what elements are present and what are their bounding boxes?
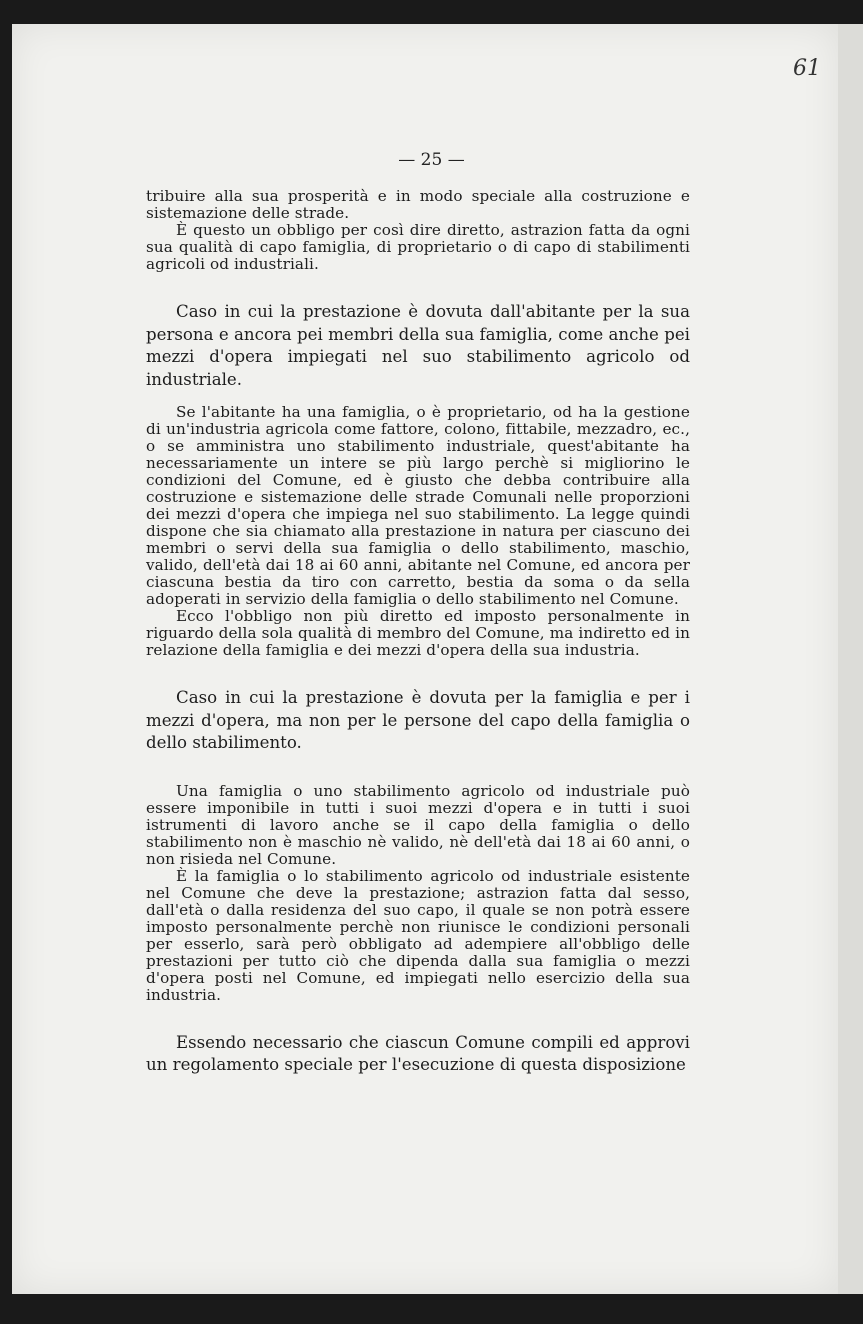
- paragraph-family-taxable: Una famiglia o uno stabilimento agricolo od industriale può essere imponibile in tutti i suoi mezzi d'opera e in tutti i suoi istrumenti di lavoro anche se il capo della famiglia o dello stabilimento non è maschio nè valido, nè dell'età dai 18 ai 60 anni, o non risieda nel Comune.: [146, 781, 690, 868]
- section-heading-case-1: Caso in cui la prestazione è dovuta dall'abitante per la sua persona e ancora pei membri della sua famiglia, come anche pei mezzi d'opera impiegati nel suo stabilimento agricolo od industriale.: [146, 302, 690, 389]
- paragraph-indirect-obligation: Ecco l'obbligo non più diretto ed imposto personalmente in riguardo della sola qualità di membro del Comune, ma indiretto ed in relazione della famiglia e dei mezzi d'opera della sua industria.: [146, 607, 690, 659]
- paragraph-establishment: È la famiglia o lo stabilimento agricolo od industriale esistente nel Comune che deve la prestazione; astrazion fatta dal sesso, dall'età o dalla residenza del suo capo, il quale se non potrà essere imposto personalmente perchè non riunisce le condizioni personali per esserlo, sarà però obbligato ad adempiere all'obbligo delle prestazioni per tutto ciò che dipenda dalla sua famiglia o mezzi d'opera posti nel Comune, ed impiegati nello esercizio della sua industria.: [146, 866, 690, 1004]
- paragraph-regulation: Essendo necessario che ciascun Comune compili ed approvi un regolamento speciale per l'esecuzione di questa disposizione: [146, 1032, 690, 1074]
- paragraph-family-proprietor: Se l'abitante ha una famiglia, o è proprietario, od ha la gestione di un'industria agricola come fattore, colono, fittabile, mezzadro, ec., o se amministra uno stabilimento industriale, quest'abitante ha necessariamente un intere se più largo perchè si migliorino le condizioni del Comune, ed è giusto che debba contribuire alla costruzione e sistemazione delle strade Comunali nelle proporzioni dei mezzi d'opera che impiega nel suo stabilimento. La legge quindi dispone che sia chiamato alla prestazione in natura per ciascuno dei membri o servi della sua famiglia o dello stabilimento, maschio, valido, dell'età dai 18 ai 60 anni, abitante nel Comune, ed ancora per ciascuna bestia da tiro con carretto, bestia da soma o da sella adoperati in servizio della famiglia o dello stabilimento nel Comune.: [146, 403, 690, 608]
- page-edge: [838, 24, 863, 1294]
- page-number: — 25 —: [398, 150, 465, 170]
- handwritten-page-note: 61: [793, 56, 821, 81]
- section-heading-case-2: Caso in cui la prestazione è dovuta per la famiglia e per i mezzi d'opera, ma non per le persone del capo della famiglia o dello stabilimento.: [146, 688, 690, 752]
- page-text: [146, 188, 690, 1077]
- paragraph-continuation: tribuire alla sua prosperità e in modo speciale alla costruzione e sistemazione delle strade.: [146, 187, 690, 222]
- paragraph-direct-obligation: È questo un obbligo per così dire diretto, astrazion fatta da ogni sua qualità di capo famiglia, di proprietario o di capo di stabilimenti agricoli od industriali.: [146, 221, 690, 273]
